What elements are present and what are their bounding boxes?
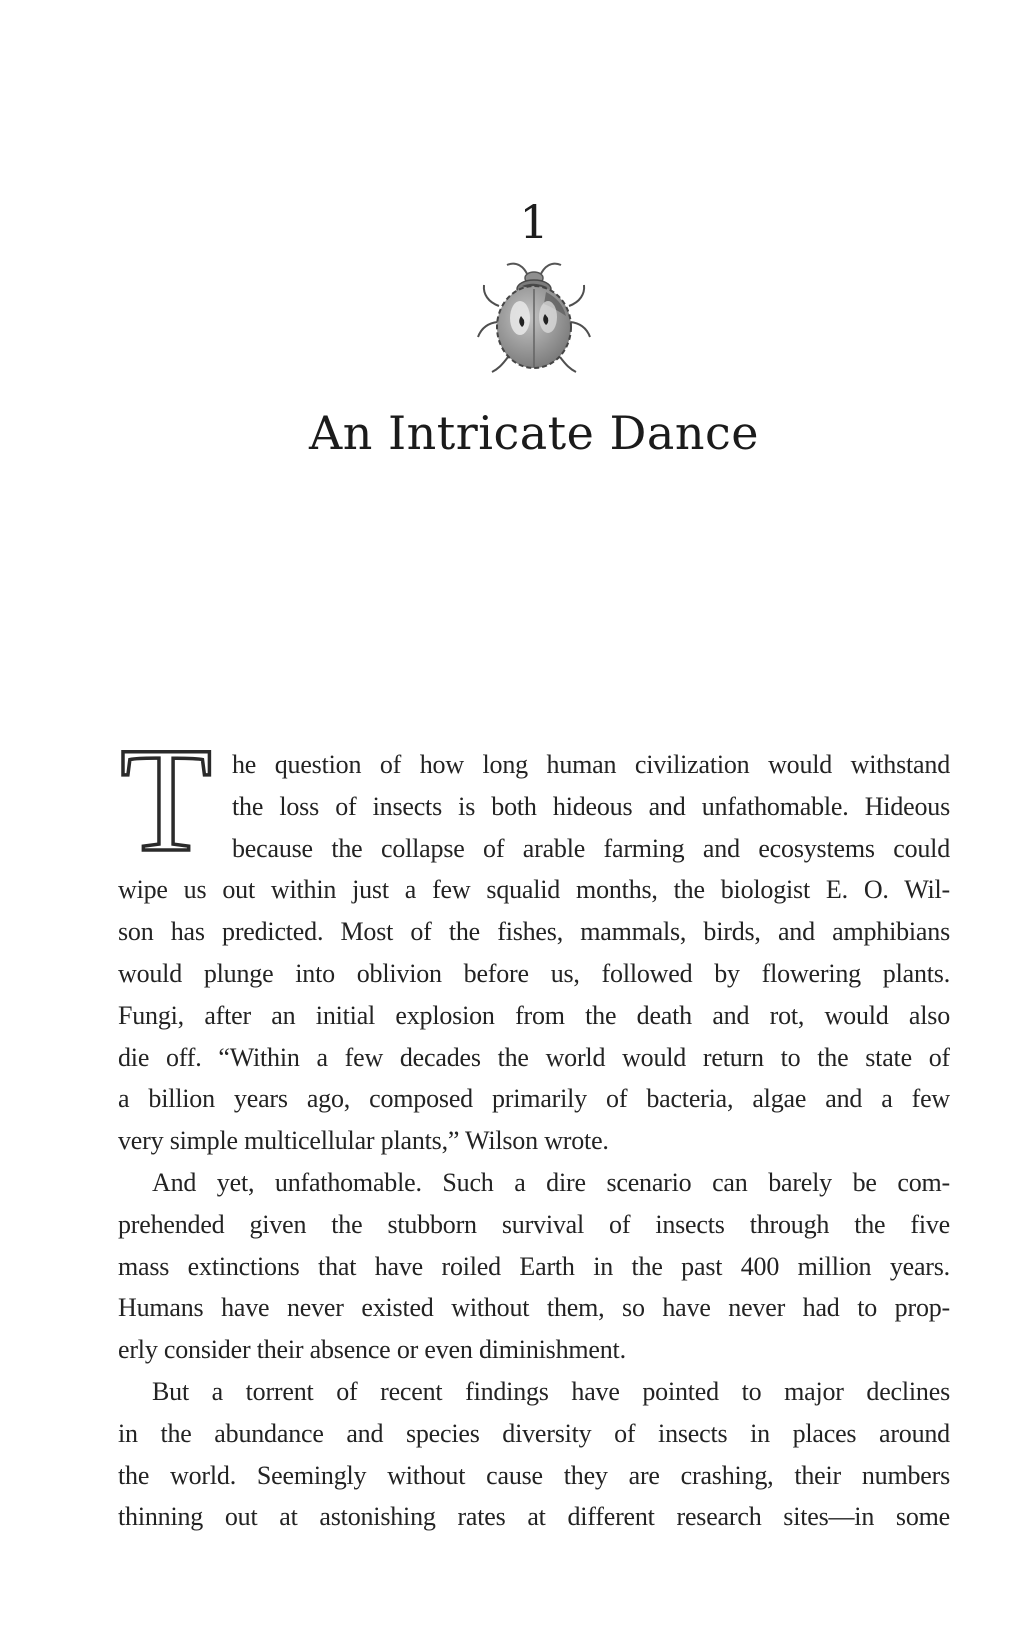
text-line: the world. Seemingly without cause they are crashing, their numbers	[118, 1460, 950, 1490]
svg-text:T: T	[120, 749, 212, 859]
text-line: erly consider their absence or even diminishment.	[118, 1335, 626, 1365]
paragraph-lines	[118, 744, 950, 1162]
chapter-number: 1	[519, 195, 549, 249]
text-line: the loss of insects is both hideous and unfathomable. Hideous	[232, 791, 950, 821]
chapter-ornament	[118, 256, 950, 379]
paragraph-2	[118, 1162, 950, 1371]
body-text	[118, 744, 950, 1538]
text-line: thinning out at astonishing rates at different research sites—in some	[118, 1502, 950, 1532]
text-line: prehended given the stubborn survival of insects through the five	[118, 1209, 950, 1239]
text-line: Fungi, after an initial explosion from the death and rot, would also	[118, 1000, 950, 1030]
text-line: And yet, unfathomable. Such a dire scenario can barely be com-	[152, 1167, 950, 1197]
text-line: would plunge into oblivion before us, followed by flowering plants.	[118, 958, 950, 988]
text-line: he question of how long human civilization would withstand	[232, 750, 950, 779]
text-line: Humans have never existed without them, so have never had to prop-	[118, 1293, 950, 1323]
chapter-title: An Intricate Dance	[309, 406, 759, 460]
text-line: son has predicted. Most of the fishes, mammals, birds, and amphibians	[118, 917, 950, 947]
paragraph-1	[118, 744, 950, 1162]
text-line: mass extinctions that have roiled Earth in the past 400 million years.	[118, 1251, 950, 1281]
paragraph-lines	[118, 1371, 950, 1538]
text-line: very simple multicellular plants,” Wilson wrote.	[118, 1126, 609, 1156]
text-line: die off. “Within a few decades the world would return to the state of	[118, 1042, 950, 1072]
ladybug-icon	[474, 256, 594, 374]
text-line: wipe us out within just a few squalid months, the biologist E. O. Wil-	[118, 875, 950, 905]
paragraph-3	[118, 1371, 950, 1538]
text-line: in the abundance and species diversity of insects in places around	[118, 1418, 950, 1448]
text-line: because the collapse of arable farming and ecosystems could	[232, 833, 950, 863]
drop-cap	[118, 749, 214, 859]
text-line: a billion years ago, composed primarily of bacteria, algae and a few	[118, 1084, 950, 1114]
text-line: But a torrent of recent findings have pointed to major declines	[152, 1376, 950, 1406]
paragraph-lines	[118, 1162, 950, 1371]
